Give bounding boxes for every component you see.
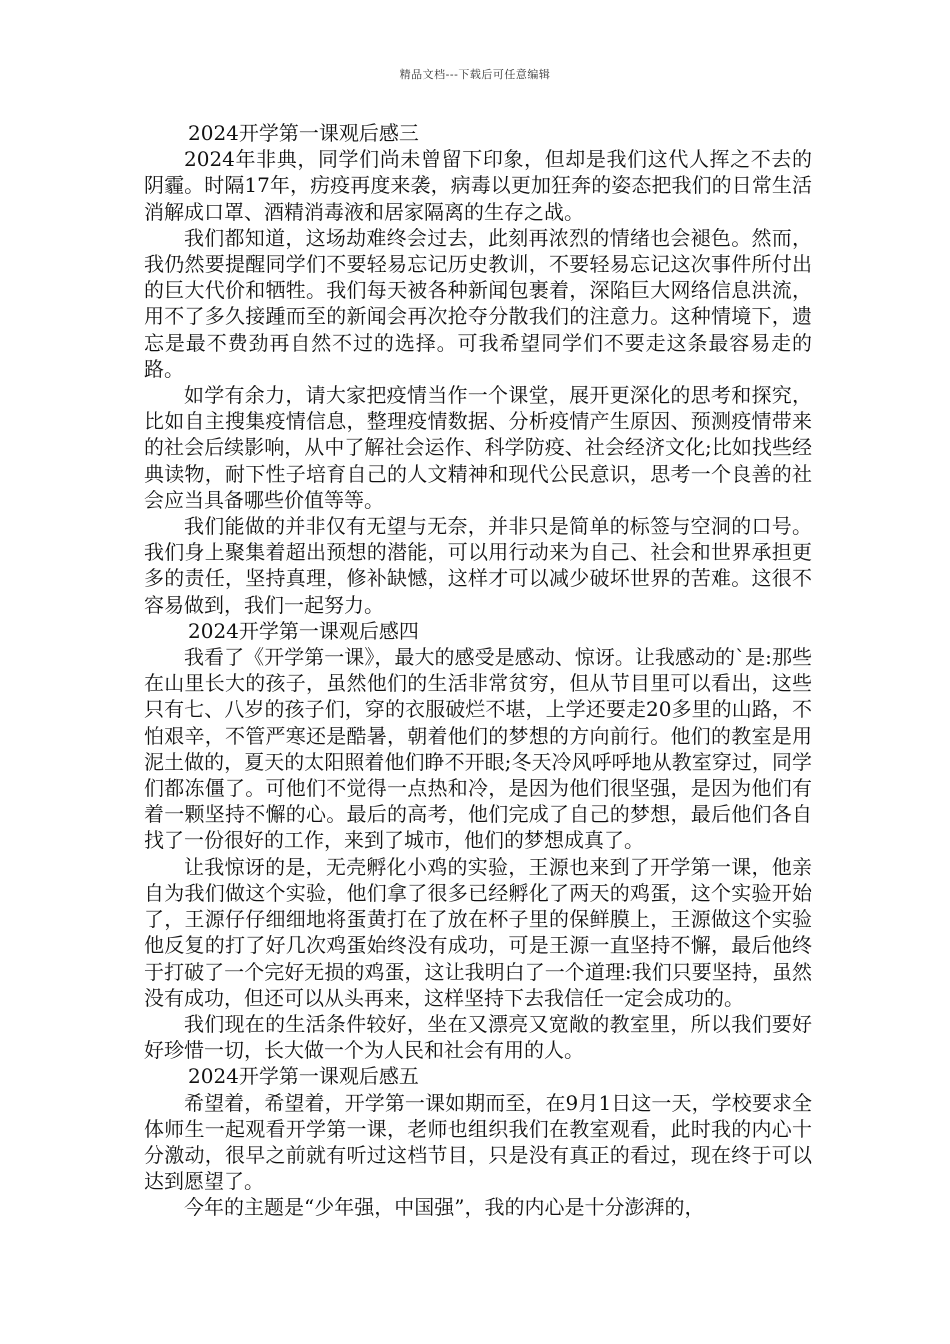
document-body [144,120,812,1221]
paragraph: 我们现在的生活条件较好，坐在又漂亮又宽敞的教室里，所以我们要好好珍惜一切，长大做一个为人民和社会有用的人。 [144,1011,812,1063]
paragraph: 我们都知道，这场劫难终会过去，此刻再浓烈的情绪也会褪色。然而，我仍然要提醒同学们不要轻易忘记历史教训，不要轻易忘记这次事件所付出的巨大代价和牺牲。我们每天被各种新闻包裹着，深陷巨大网络信息洪流，用不了多久接踵而至的新闻会再次抢夺分散我们的注意力。这种情境下，遗忘是最不费劲再自然不过的选择。可我希望同学们不要走这条最容易走的路。 [144,225,812,381]
paragraph: 2024年非典，同学们尚未曾留下印象，但却是我们这代人挥之不去的阴霾。时隔17年，疠疫再度来袭，病毒以更加狂奔的姿态把我们的日常生活消解成口罩、酒精消毒液和居家隔离的生存之战。 [144,147,812,224]
paragraph: 我们能做的并非仅有无望与无奈，并非只是简单的标签与空洞的口号。我们身上聚集着超出预想的潜能，可以用行动来为自己、社会和世界承担更多的责任，坚持真理，修补缺憾，这样才可以减少破坏世界的苦难。这很不容易做到，我们一起努力。 [144,514,812,617]
paragraph: 如学有余力，请大家把疫情当作一个课堂，展开更深化的思考和探究，比如自主搜集疫情信息，整理疫情数据、分析疫情产生原因、预测疫情带来的社会后续影响，从中了解社会运作、科学防疫、社会经济文化;比如找些经典读物，耐下性子培育自己的人文精神和现代公民意识，思考一个良善的社会应当具备哪些价值等等。 [144,383,812,512]
paragraph: 今年的主题是“少年强，中国强”，我的内心是十分澎湃的， [184,1195,705,1220]
paragraph: 希望着，希望着，开学第一课如期而至，在9月1日这一天，学校要求全体师生一起观看开学第一课，老师也组织我们在教室观看，此时我的内心十分激动，很早之前就有听过这档节目，只是没有真正的看过，现在终于可以达到愿望了。 [144,1090,812,1194]
section-title: 2024开学第一课观后感四 [188,618,419,643]
page-header: 精品文档---下载后可任意编辑 [399,68,551,81]
section-title: 2024开学第一课观后感三 [188,121,419,145]
paragraph: 我看了《开学第一课》，最大的感受是感动、惊讶。让我感动的`是:那些在山里长大的孩子，虽然他们的生活非常贫穷，但从节目里可以看出，这些只有七、八岁的孩子们，穿的衣服破烂不堪，上学还要走20多里的山路，不怕艰辛，不管严寒还是酷暑，朝着他们的梦想的方向前行。他们的教室是用泥土做的，夏天的太阳照着他们睁不开眼;冬天冷风呼呼地从教室穿过，同学们都冻僵了。可他们不觉得一点热和冷，是因为他们很坚强，是因为他们有着一颗坚持不懈的心。最后的高考，他们完成了自己的梦想，最后他们各自找了一份很好的工作，来到了城市，他们的梦想成真了。 [144,645,812,853]
paragraph: 让我惊讶的是，无壳孵化小鸡的实验，王源也来到了开学第一课，他亲自为我们做这个实验，他们拿了很多已经孵化了两天的鸡蛋，这个实验开始了，王源仔仔细细地将蛋黄打在了放在杯子里的保鲜膜上，王源做这个实验他反复的打了好几次鸡蛋始终没有成功，可是王源一直坚持不懈，最后他终于打破了一个完好无损的鸡蛋，这让我明白了一个道理:我们只要坚持，虽然没有成功，但还可以从头再来，这样坚持下去我信任一定会成功的。 [144,854,812,1010]
section-title: 2024开学第一课观后感五 [188,1064,419,1089]
